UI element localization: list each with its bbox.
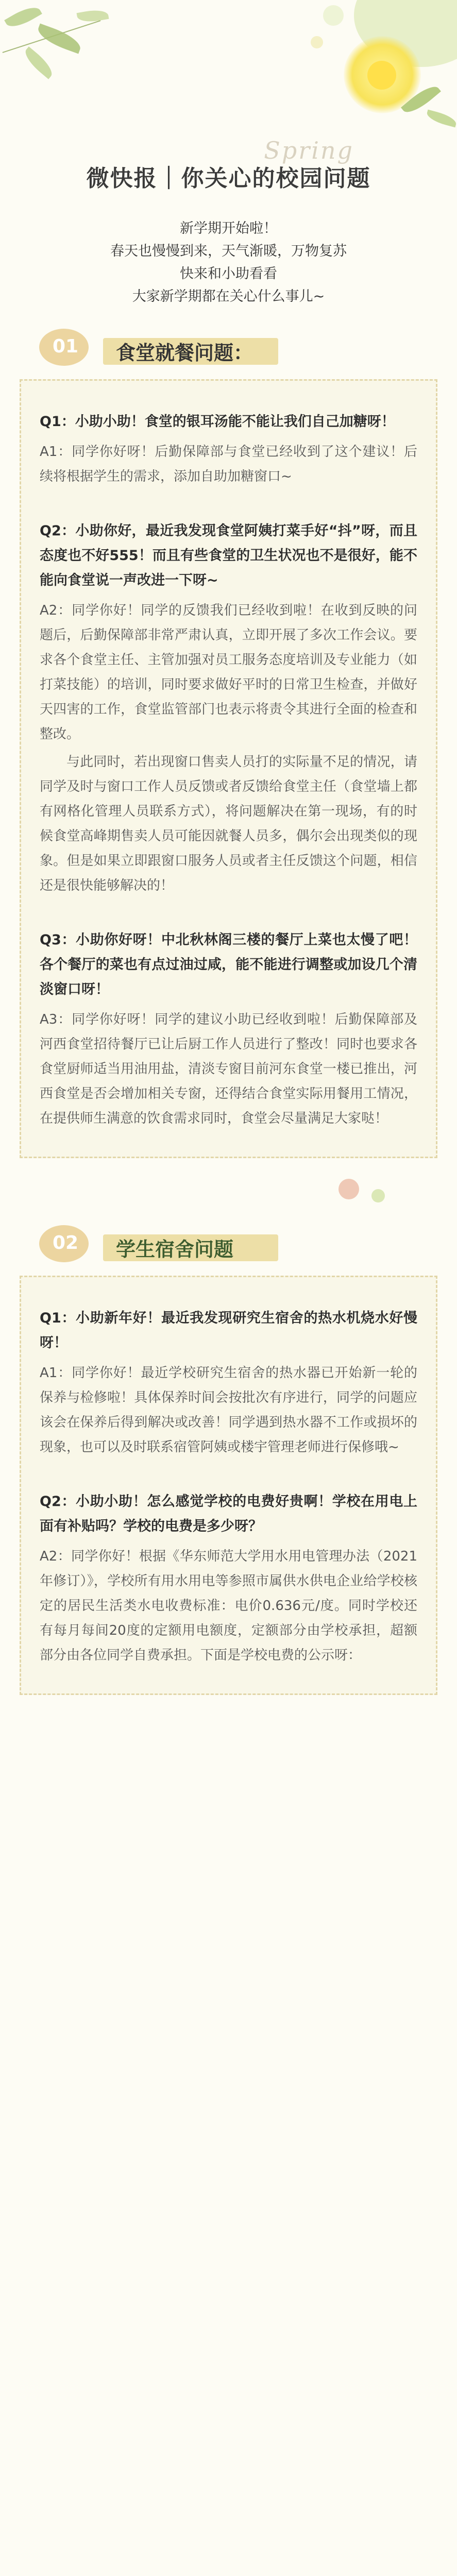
intro-line: 快来和小助看看 (180, 266, 277, 282)
intro-line: 新学期开始啦！ (180, 221, 277, 236)
section-header-canteen (31, 329, 457, 369)
question: Q3：小助你好呀！中北秋林阁三楼的餐厅上菜也太慢了吧！各个餐厅的菜也有点过油过咸，能不能进行调整或加设几个清淡窗口呀！ (40, 932, 417, 997)
intro-line: 春天也慢慢到来，天气渐暖，万物复苏 (110, 243, 347, 259)
hero-decoration (0, 0, 457, 170)
intro-text (0, 217, 457, 308)
section-header-dorm (31, 1225, 457, 1265)
section-number: 02 (53, 1232, 79, 1253)
qa-item (40, 519, 417, 898)
section-title: 食堂就餐问题： (116, 342, 253, 364)
answer: A1：同学你好！最近学校研究生宿舍的热水器已开始新一轮的保养与检修啦！具体保养时间会按批次有序进行，同学的问题应该会在保养后得到解决或改善！同学遇到热水器不工作或损坏的现象，也可以及时联系宿管阿姨或楼宇管理老师进行保修哦~ (40, 1365, 417, 1455)
divider-decoration (0, 1174, 457, 1205)
section-title: 学生宿舍问题 (116, 1238, 234, 1261)
answer: 与此同时，若出现窗口售卖人员打的实际量不足的情况，请同学及时与窗口工作人员反馈或者反馈给食堂主任（食堂墙上都有网格化管理人员联系方式），将问题解决在第一现场，有的时候食堂高峰期售卖人员可能因就餐人员多，偶尔会出现类似的现象。但是如果立即跟窗口服务人员或者主任反馈这个问题，相信还是很快能够解决的！ (40, 754, 417, 893)
leaf-icon (77, 8, 109, 24)
intro-line: 大家新学期都在关心什么事儿~ (132, 289, 325, 304)
section-number: 01 (53, 336, 79, 357)
question: Q1：小助新年好！最近我发现研究生宿舍的热水机烧水好慢呀！ (40, 1310, 417, 1351)
qa-item (40, 410, 417, 489)
decor-word: Spring (264, 137, 354, 164)
qa-item (40, 928, 417, 1131)
leaf-icon (4, 2, 42, 32)
page-title: 微快报｜你关心的校园问题 (86, 165, 371, 192)
qa-card-canteen (20, 379, 437, 1158)
answer: A3：同学你好呀！同学的建议小助已经收到啦！后勤保障部及河西食堂招待餐厅已让后厨工作人员进行了整改！同时也要求各食堂厨师适当用油用盐，清淡专窗目前河东食堂一楼已推出，河西食堂是否会增加相关专窗，还得结合食堂实际用餐用工情况，在提供师生满意的饮食需求同时，食堂会尽量满足大家哒！ (40, 1012, 417, 1126)
answer: A2：同学你好！根据《华东师范大学用水用电管理办法（2021年修订）》，学校所有用水用电等参照市属供水供电企业给学校核定的居民生活类水电收费标准：电价0.636元/度。同时学校还有每月每间20度的定额用电额度，定额部分由学校承担，超额部分由各位同学自费承担。下面是学校电费的公示呀： (40, 1549, 417, 1663)
question: Q2：小助小助！怎么感觉学校的电费好贵啊！学校在用电上面有补贴吗？学校的电费是多少呀？ (40, 1494, 417, 1534)
leaf-icon (425, 110, 457, 128)
answer: A2：同学你好！同学的反馈我们已经收到啦！在收到反映的问题后，后勤保障部非常严肃认真，立即开展了多次工作会议。要求各个食堂主任、主管加强对员工服务态度培训及专业能力（如打菜技能）的培训，同时要求做好平时的日常卫生检查，并做好天四害的工作，食堂监管部门也表示将责令其进行全面的检查和整改。 (40, 603, 417, 742)
qa-item (40, 1489, 417, 1668)
qa-card-dorm (20, 1276, 437, 1695)
question: Q1：小助小助！食堂的银耳汤能不能让我们自己加糖呀！ (40, 414, 395, 430)
leaf-icon (21, 46, 56, 79)
qa-item (40, 1306, 417, 1460)
answer: A1：同学你好呀！后勤保障部与食堂已经收到了这个建议！后续将根据学生的需求，添加自助加糖窗口~ (40, 444, 417, 484)
question: Q2：小助你好，最近我发现食堂阿姨打菜手好“抖”呀，而且态度也不好555！而且有些食堂的卫生状况也不是很好，能不能向食堂说一声改进一下呀~ (40, 523, 417, 588)
